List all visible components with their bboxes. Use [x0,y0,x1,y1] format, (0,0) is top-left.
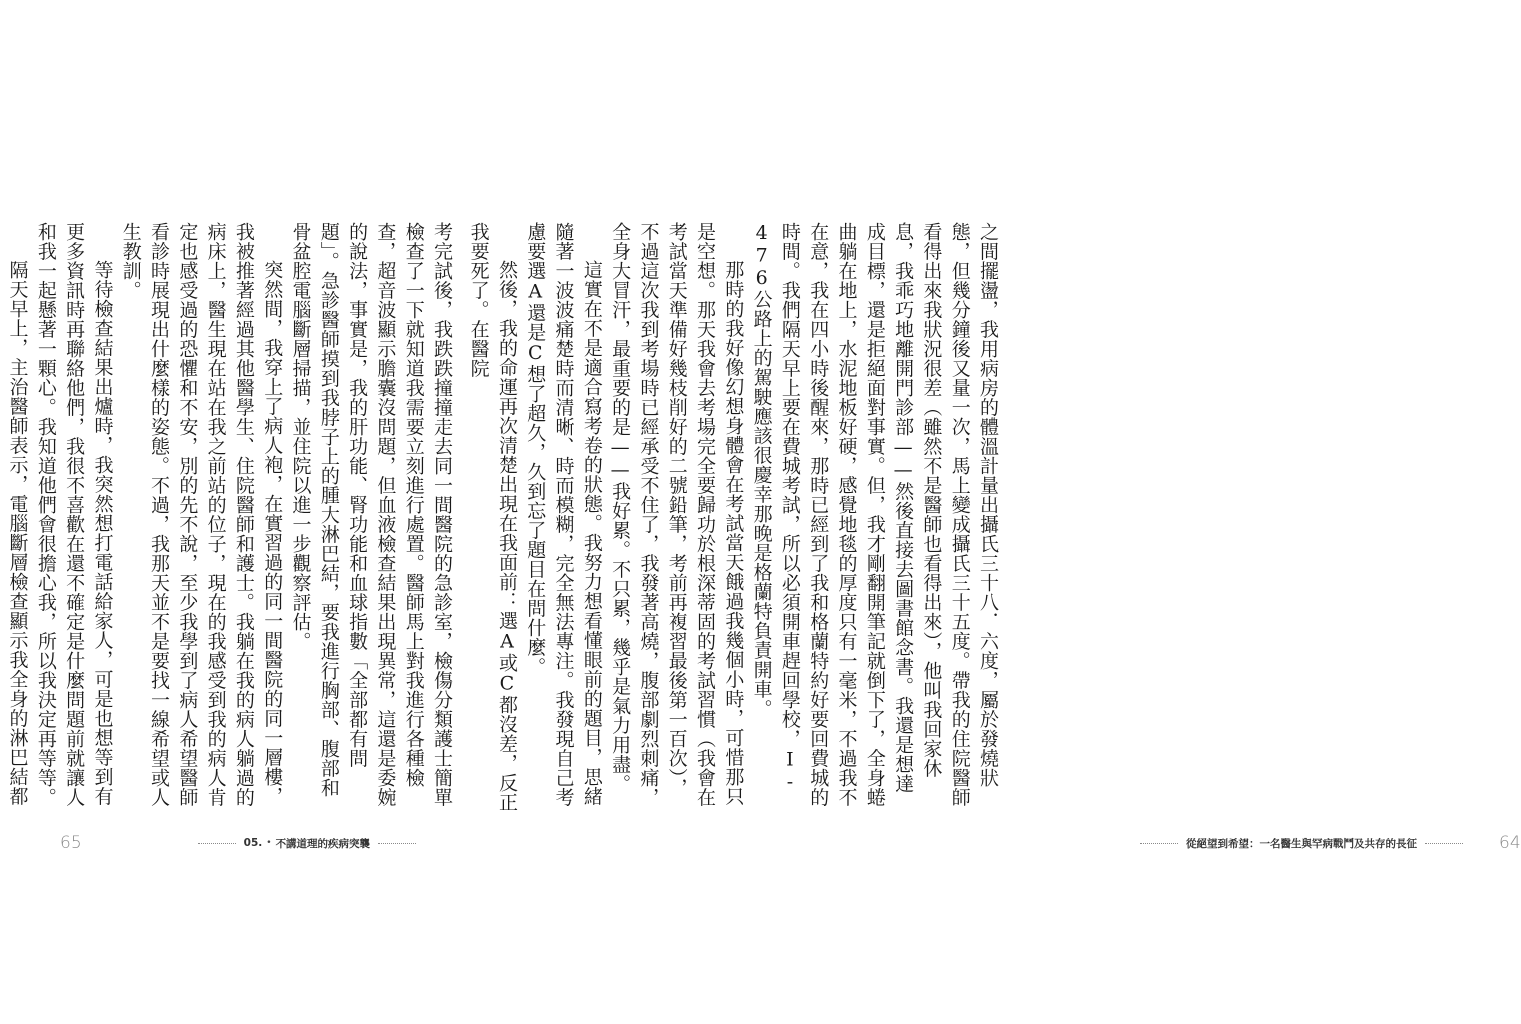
chapter-number: 05. [243,837,263,849]
running-head: 從絕望到希望：一名醫生與罕病戰鬥及共存的長征 [1186,837,1417,850]
footer-divider [378,843,416,844]
right-page-footer [1132,828,1521,858]
paragraph: 然後，我的命運再次清楚出現在我面前：選A或C都沒差，反正我要死了。在醫院 [467,222,518,812]
left-page-body [6,222,456,812]
page-number: 64 [1499,833,1521,853]
footer-divider [198,843,236,844]
chapter-separator: • [266,838,272,848]
paragraph: 之間擺盪，我用病房的體溫計量出攝氏三十八．六度，屬於發燒狀態，但幾分鐘後又量一次，馬上變成攝氏三十五度。帶我的住院醫師看得出來我狀況很差（雖然不是醫師也看得出來），他叫我回家休息，我乖巧地離開門診部——然後直接去圖書館念書。我還是想達成目標，還是拒絕面對事實。但，我才剛翻開筆記就倒下了，全身蜷曲躺在地上，水泥地板好硬，感覺地毯的厚度只有一毫米，不過我不在意，我在四小時後醒來，那時已經到了我和格蘭特約好要回費城的時間。我們隔天早上要在費城考試，所以必須開車趕回學校，I-476公路上的駕駛應該很慶幸那晚是格蘭特負責開車。 [750,222,999,807]
paragraph: 這實在不是適合寫考卷的狀態。我努力想看懂眼前的題目，思緒隨著一波波痛楚時而清晰、時而模糊，完全無法專注。我發現自己考慮要選A還是C想了超久，久到忘了題目在問什麼。 [524,222,603,807]
paragraph: 等待檢查結果出爐時，我突然想打電話給家人，可是也想等到有更多資訊時再聯絡他們，我很不喜歡在還不確定是什麼問題前就讓人和我一起懸著一顆心。我知道他們會很擔心我，所以我決定再等等。 [34,222,114,807]
running-head: 不講道理的疾病突襲 [275,837,371,850]
footer-divider [1140,843,1178,844]
paragraph: 考完試後，我跌跌撞撞走去同一間醫院的急診室，檢傷分類護士簡單檢查了一下就知道我需要立刻進行處置。醫師馬上對我進行各種檢查，超音波顯示膽囊沒問題，但血液檢查結果出現異常，這還是委婉的說法，事實是，我的肝功能、腎功能和血球指數「全部都有問題」。急診醫師摸到我脖子上的腫大淋巴結，要我進行胸部、腹部和骨盆腔電腦斷層掃描，並住院以進一步觀察評估。 [289,222,453,807]
paragraph: 突然間，我穿上了病人袍，在實習過的同一間醫院的同一層樓，我被推著經過其他醫學生、住院醫師和護士。我躺在我的病人躺過的病床上，醫生現在站在我之前站的位子，現在的我感受到我的病人肯定也感受過的恐懼和不安，別的先不說，至少我學到了病人希望醫師看診時展現出什麼樣的姿態。不過，我那天並不是要找一線希望或人生教訓。 [119,222,284,807]
right-page [467,0,1521,1024]
footer-divider [1425,843,1463,844]
chapter-label [190,836,424,851]
paragraph: 隔天早上，主治醫師表示，電腦斷層檢查顯示我全身的淋巴結都 [6,260,29,806]
left-page [0,0,512,1024]
paragraph: 那時的我好像幻想身體會在考試當天餓過我幾個小時，可惜那只是空想。那天我會去考場完全要歸功於根深蒂固的考試習慣（我會在考試當天準備好幾枝削好的二號鉛筆，考前再複習最後第一百次），不過這次我到考場時已經承受不住了，我發著高燒，腹部劇烈刺痛，全身大冒汗，最重要的是——我好累。不只累，幾乎是氣力用盡。 [609,222,745,807]
left-page-footer [60,828,480,858]
right-page-body [467,222,1002,812]
page-number: 65 [60,833,82,853]
